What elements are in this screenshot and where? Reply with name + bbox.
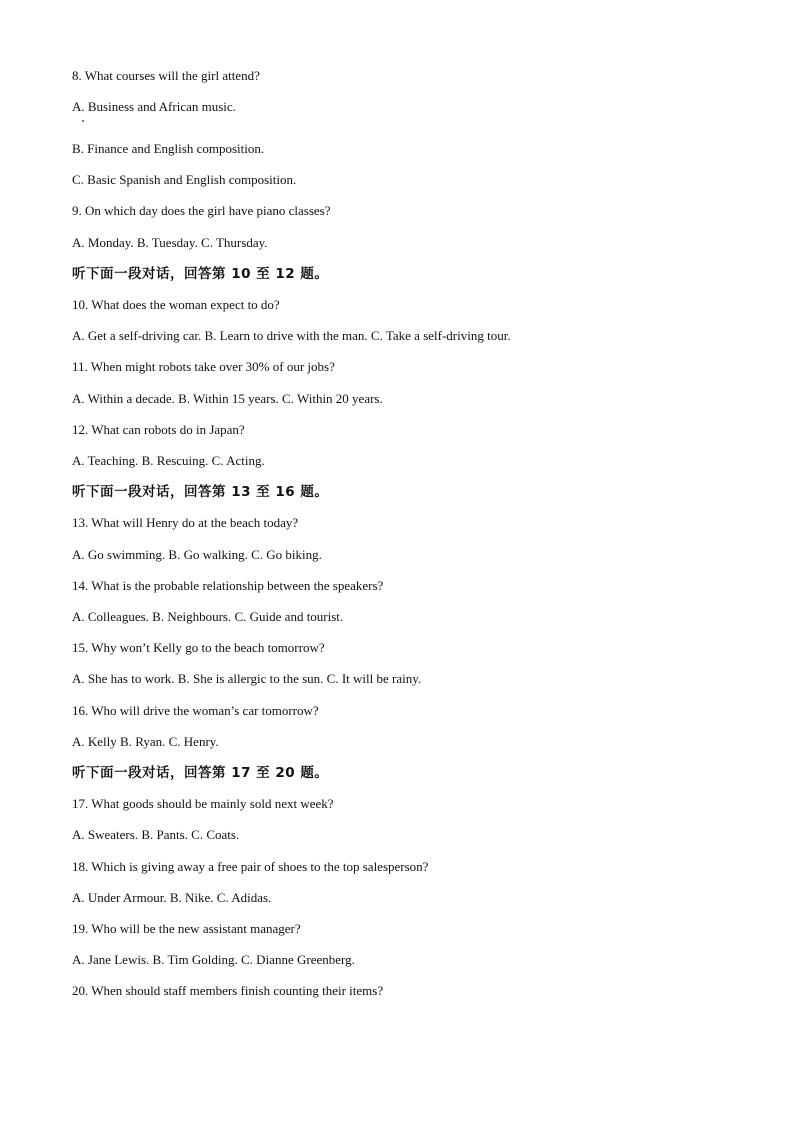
- question-9-options: A. Monday. B. Tuesday. C. Thursday.: [72, 235, 268, 250]
- question-14: 14. What is the probable relationship between the speakers?: [72, 578, 384, 593]
- question-8: 8. What courses will the girl attend?: [72, 68, 260, 83]
- question-10-options: A. Get a self-driving car. B. Learn to drive with the man. C. Take a self-driving tour.: [72, 328, 511, 343]
- question-17-options: A. Sweaters. B. Pants. C. Coats.: [72, 827, 240, 842]
- question-11: 11. When might robots take over 30% of our jobs?: [72, 359, 335, 374]
- question-10: 10. What does the woman expect to do?: [72, 297, 280, 312]
- section-heading-13-16: 听下面一段对话，回答第 13 至 16 题。: [72, 484, 329, 500]
- question-13: 13. What will Henry do at the beach today?: [72, 515, 299, 530]
- question-20: 20. When should staff members finish counting their items?: [72, 983, 384, 998]
- question-13-options: A. Go swimming. B. Go walking. C. Go biking.: [72, 547, 322, 562]
- question-16-options: A. Kelly B. Ryan. C. Henry.: [72, 734, 219, 749]
- stray-mark: [82, 120, 84, 122]
- question-9: 9. On which day does the girl have piano classes?: [72, 203, 331, 218]
- question-18: 18. Which is giving away a free pair of shoes to the top salesperson?: [72, 859, 429, 874]
- question-11-options: A. Within a decade. B. Within 15 years. C. Within 20 years.: [72, 391, 383, 406]
- question-19: 19. Who will be the new assistant manager?: [72, 921, 301, 936]
- section-heading-17-20: 听下面一段对话，回答第 17 至 20 题。: [72, 765, 329, 781]
- question-17: 17. What goods should be mainly sold next week?: [72, 796, 334, 811]
- question-15-options: A. She has to work. B. She is allergic to the sun. C. It will be rainy.: [72, 671, 422, 686]
- question-8-option-c: C. Basic Spanish and English composition.: [72, 172, 297, 187]
- question-18-options: A. Under Armour. B. Nike. C. Adidas.: [72, 890, 272, 905]
- question-14-options: A. Colleagues. B. Neighbours. C. Guide and tourist.: [72, 609, 344, 624]
- section-heading-10-12: 听下面一段对话，回答第 10 至 12 题。: [72, 266, 329, 282]
- question-8-option-a: A. Business and African music.: [72, 99, 236, 114]
- question-19-options: A. Jane Lewis. B. Tim Golding. C. Dianne Greenberg.: [72, 952, 355, 967]
- question-12: 12. What can robots do in Japan?: [72, 422, 245, 437]
- question-12-options: A. Teaching. B. Rescuing. C. Acting.: [72, 453, 265, 468]
- question-8-option-b: B. Finance and English composition.: [72, 141, 265, 156]
- question-15: 15. Why won’t Kelly go to the beach tomorrow?: [72, 640, 325, 655]
- question-16: 16. Who will drive the woman’s car tomorrow?: [72, 703, 319, 718]
